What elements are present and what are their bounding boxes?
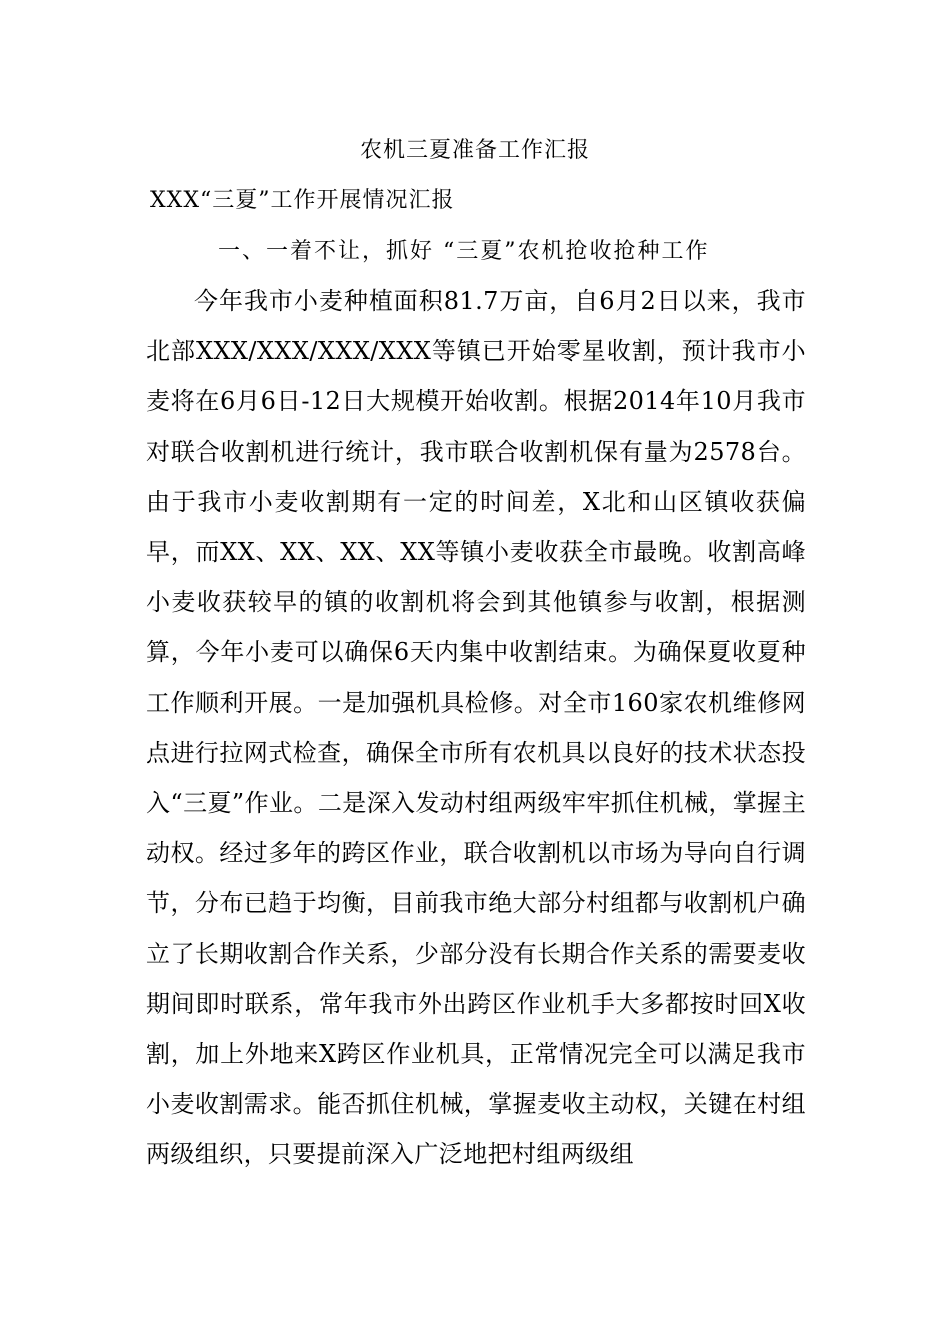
section-heading: 一、一着不让，抓好 “三夏”农机抢收抢种工作 [218, 239, 710, 264]
document-subtitle: XXX“三夏”工作开展情况汇报 [150, 188, 455, 213]
document-title: 农机三夏准备工作汇报 [359, 138, 590, 163]
body-paragraph: 今年我市小麦种植面积81.7万亩，自6月2日以来，我市北部XXX/XXX/XXX/XXX等镇已开始零星收割，预计我市小麦将在6月6日-12日大规模开始收割。根据2014年10月我市对联合收割机进行统计，我市联合收割机保有量为2578台。由于我市小麦收割期有一定的时间差，X北和山区镇收获偏早，而XX、XX、XX、XX等镇小麦收获全市最晚。收割高峰小麦收获较早的镇的收割机将会到其他镇参与收割，根据测算，今年小麦可以确保6天内集中收割结束。为确保夏收夏种工作顺利开展。一是加强机具检修。对全市160家农机维修网点进行拉网式检查，确保全市所有农机具以良好的技术状态投入“三夏”作业。二是深入发动村组两级牢牢抓住机械，掌握主动权。经过多年的跨区作业，联合收割机以市场为导向自行调节，分布已趋于均衡，目前我市绝大部分村组都与收割机户确立了长期收割合作关系，少部分没有长期合作关系的需要麦收期间即时联系，常年我市外出跨区作业机手大多都按时回X收割，加上外地来X跨区作业机具，正常情况完全可以满足我市小麦收割需求。能否抓住机械，掌握麦收主动权，关键在村组两级组织，只要提前深入广泛地把村组两级组 [146, 287, 806, 1169]
